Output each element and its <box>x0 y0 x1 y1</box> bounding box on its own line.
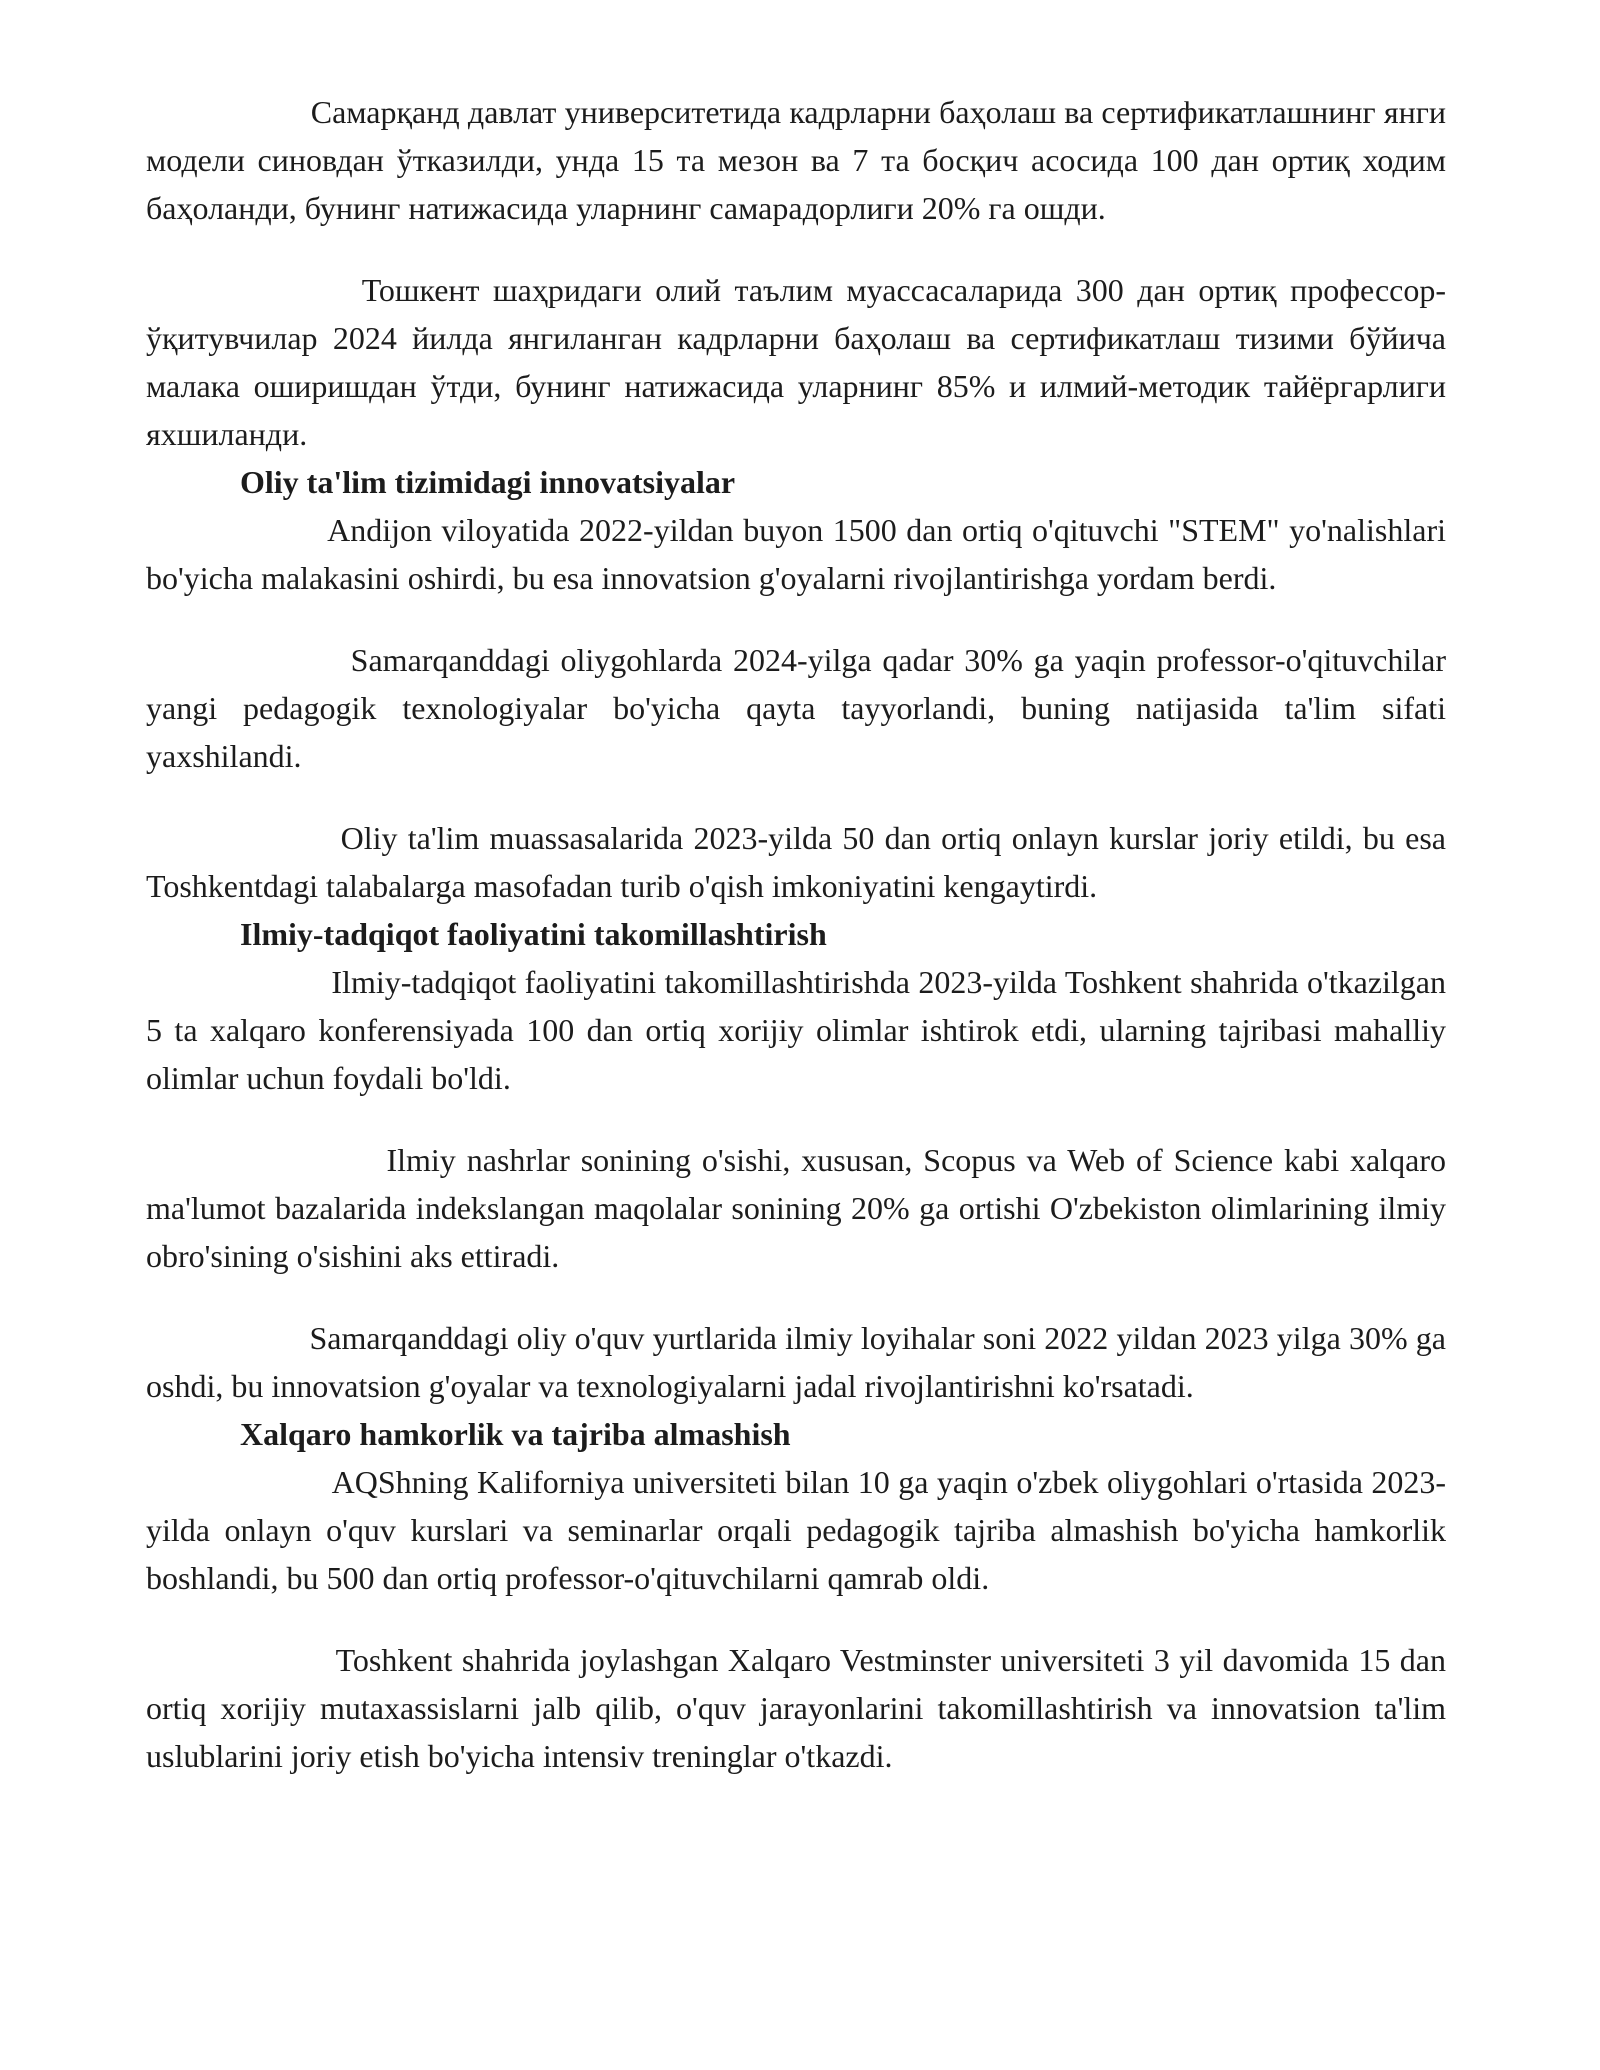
section-heading-research: Ilmiy-tadqiqot faoliyatini takomillashtirish <box>240 916 827 952</box>
paragraph-research-projects: Samarqanddagi oliy o'quv yurtlarida ilmiy loyihalar soni 2022 yildan 2023 yilga 30% ga oshdi, bu innovatsion g'oyalar va texnologiyalarni jadal rivojlantirishni ko'rsatadi. <box>146 1320 1446 1404</box>
section-heading-innovations: Oliy ta'lim tizimidagi innovatsiyalar <box>240 464 736 500</box>
paragraph-california-cooperation: AQShning Kaliforniya universiteti bilan 10 ga yaqin o'zbek oliygohlari o'rtasida 2023-yilda onlayn o'quv kurslari va seminarlar orqali pedagogik tajriba almashish bo'yicha hamkorlik boshlandi, bu 500 dan ortiq professor-o'qituvchilarni qamrab oldi. <box>146 1464 1446 1596</box>
section-heading-cooperation: Xalqaro hamkorlik va tajriba almashish <box>240 1416 791 1452</box>
paragraph-andijon-stem: Andijon viloyatida 2022-yildan buyon 1500 dan ortiq o'qituvchi "STEM" yo'nalishlari bo'yicha malakasini oshirdi, bu esa innovatsion g'oyalarni rivojlantirishga yordam berdi. <box>146 512 1446 596</box>
paragraph-tashkent-professors: Тошкент шаҳридаги олий таълим муассасаларида 300 дан ортиқ профессор-ўқитувчилар 2024 йилда янгиланган кадрларни баҳолаш ва сертификатлаш тизими бўйича малака оширишдан ўтди, бунинг натижасида уларнинг 85% и илмий-методик тайёргарлиги яхшиланди. <box>146 272 1446 452</box>
paragraph-conferences: Ilmiy-tadqiqot faoliyatini takomillashtirishda 2023-yilda Toshkent shahrida o'tkazilgan 5 ta xalqaro konferensiyada 100 dan ortiq xorijiy olimlar ishtirok etdi, ularning tajribasi mahalliy olimlar uchun foydali bo'ldi. <box>146 964 1446 1096</box>
paragraph-samarqand-retraining: Samarqanddagi oliygohlarda 2024-yilga qadar 30% ga yaqin professor-o'qituvchilar yangi pedagogik texnologiyalar bo'yicha qayta tayyorlandi, buning natijasida ta'lim sifati yaxshilandi. <box>146 642 1446 774</box>
paragraph-samarkand-certification: Самарқанд давлат университетида кадрларни баҳолаш ва сертификатлашнинг янги модели синовдан ўтказилди, унда 15 та мезон ва 7 та босқич асосида 100 дан ортиқ ходим баҳоланди, бунинг натижасида уларнинг самарадорлиги 20% га ошди. <box>146 94 1446 226</box>
paragraph-westminster-trainings: Toshkent shahrida joylashgan Xalqaro Vestminster universiteti 3 yil davomida 15 dan ortiq xorijiy mutaxassislarni jalb qilib, o'quv jarayonlarini takomillashtirish va innovatsion ta'lim uslublarini joriy etish bo'yicha intensiv treninglar o'tkazdi. <box>146 1642 1446 1774</box>
paragraph-publications: Ilmiy nashrlar sonining o'sishi, xususan, Scopus va Web of Science kabi xalqaro ma'lumot bazalarida indekslangan maqolalar sonining 20% ga ortishi O'zbekiston olimlarining ilmiy obro'sining o'sishini aks ettiradi. <box>146 1142 1446 1274</box>
paragraph-online-courses: Oliy ta'lim muassasalarida 2023-yilda 50 dan ortiq onlayn kurslar joriy etildi, bu esa Toshkentdagi talabalarga masofadan turib o'qish imkoniyatini kengaytirdi. <box>146 820 1446 904</box>
document-page <box>146 88 1446 1780</box>
